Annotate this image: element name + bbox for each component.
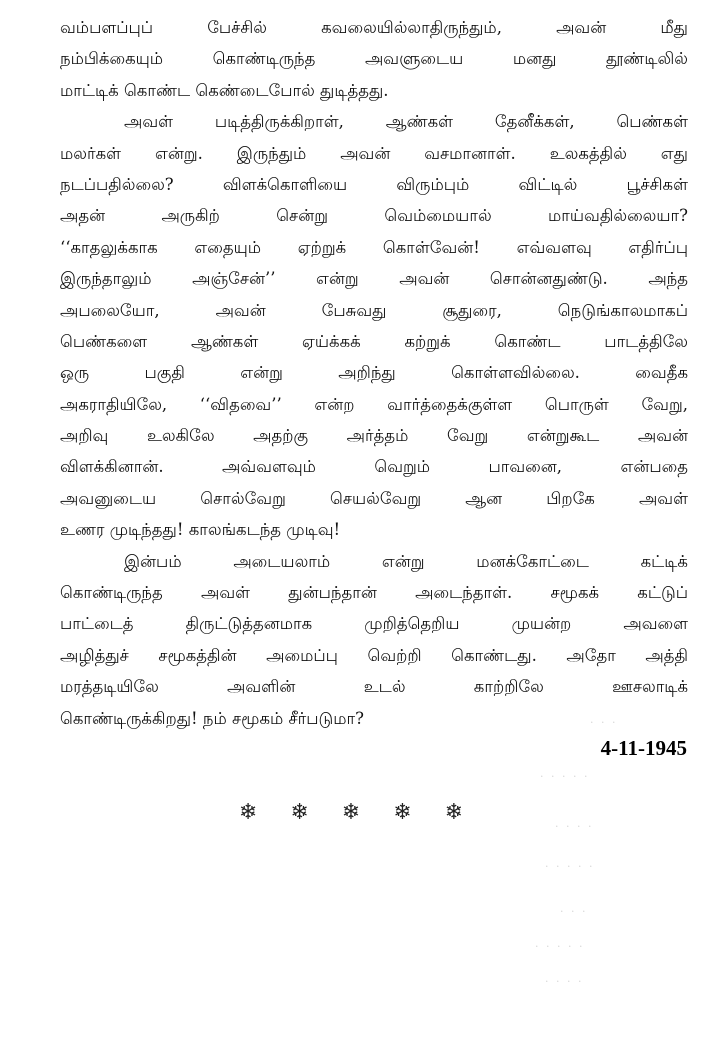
bleed-through-mark: · · · · · — [540, 770, 590, 783]
text-line: இருந்தாலும் அஞ்சேன்’’ என்று அவன் சொன்னதுண்டு. அந்த — [60, 269, 688, 289]
text-line: மலர்கள் என்று. இருந்தும் அவன் வசமானாள். உலகத்தில் எது — [60, 143, 688, 163]
bleed-through-mark: · · · · — [555, 820, 594, 833]
text-line: ‘‘காதலுக்காக எதையும் ஏற்றுக் கொள்வேன்! எவ்வளவு எதிர்ப்பு — [60, 237, 688, 257]
bleed-through-mark: · · · · — [545, 975, 584, 988]
text-line: வம்பளப்புப் பேச்சில் கவலையில்லாதிருந்தும், அவன் மீது — [60, 18, 688, 37]
text-line: மரத்தடியிலே அவளின் உடல் காற்றிலே ஊசலாடிக் — [60, 677, 688, 697]
bleed-through-mark: · · · — [590, 716, 618, 729]
text-line: அழித்துச் சமூகத்தின் அமைப்பு வெற்றி கொண்டது. அதோ அத்தி — [60, 645, 688, 665]
body-text — [60, 12, 688, 734]
text-line: அகராதியிலே, ‘‘விதவை’’ என்ற வார்த்தைக்குள்ள பொருள் வேறு, — [60, 394, 688, 414]
text-line: பெண்களை ஆண்கள் ஏய்க்கக் கற்றுக் கொண்ட பாடத்திலே — [60, 331, 688, 351]
date-stamp: 4-11-1945 — [600, 736, 687, 760]
text-line: அபலையோ, அவன் பேசுவது சூதுரை, நெடுங்காலமாகப் — [60, 300, 688, 320]
text-line: இன்பம் அடையலாம் என்று மனக்கோட்டை கட்டிக் — [124, 551, 688, 571]
text-line: அறிவு உலகிலே அதற்கு அர்த்தம் வேறு என்றுகூட அவன் — [60, 426, 688, 446]
text-line: உணர முடிந்தது! காலங்கடந்த முடிவு! — [60, 520, 341, 540]
text-line: கொண்டிருக்கிறது! நம் சமூகம் சீர்படுமா? — [60, 708, 365, 728]
text-line: மாட்டிக் கொண்ட கெண்டைபோல் துடித்தது. — [60, 80, 389, 100]
text-line: விளக்கினான். அவ்வளவும் வெறும் பாவனை, என்பதை — [60, 457, 688, 477]
text-line: நடப்பதில்லை? விளக்கொளியை விரும்பும் விட்டில் பூச்சிகள் — [60, 174, 688, 194]
text-line: கொண்டிருந்த அவள் துன்பந்தான் அடைந்தாள். சமூகக் கட்டுப் — [60, 583, 688, 603]
text-line: அவள் படித்திருக்கிறாள், ஆண்கள் தேனீக்கள், பெண்கள் — [124, 112, 688, 132]
bleed-through-mark: · · · · · — [545, 860, 595, 873]
text-line: பாட்டைத் திருட்டுத்தனமாக முறித்தெறிய முயன்ற அவளை — [60, 614, 688, 634]
text-line: அதன் அருகிற் சென்று வெம்மையால் மாய்வதில்லையா? — [60, 206, 688, 226]
section-separator: ❄ ❄ ❄ ❄ ❄ — [238, 800, 477, 825]
text-line: ஒரு பகுதி என்று அறிந்து கொள்ளவில்லை. வைதீக — [60, 363, 688, 383]
bleed-through-mark: · · · — [560, 905, 588, 918]
text-line: நம்பிக்கையும் கொண்டிருந்த அவளுடைய மனது தூண்டிலில் — [60, 49, 688, 69]
bleed-through-mark: · · · · · — [535, 940, 585, 953]
text-line: அவனுடைய சொல்வேறு செயல்வேறு ஆன பிறகே அவள் — [60, 488, 688, 508]
